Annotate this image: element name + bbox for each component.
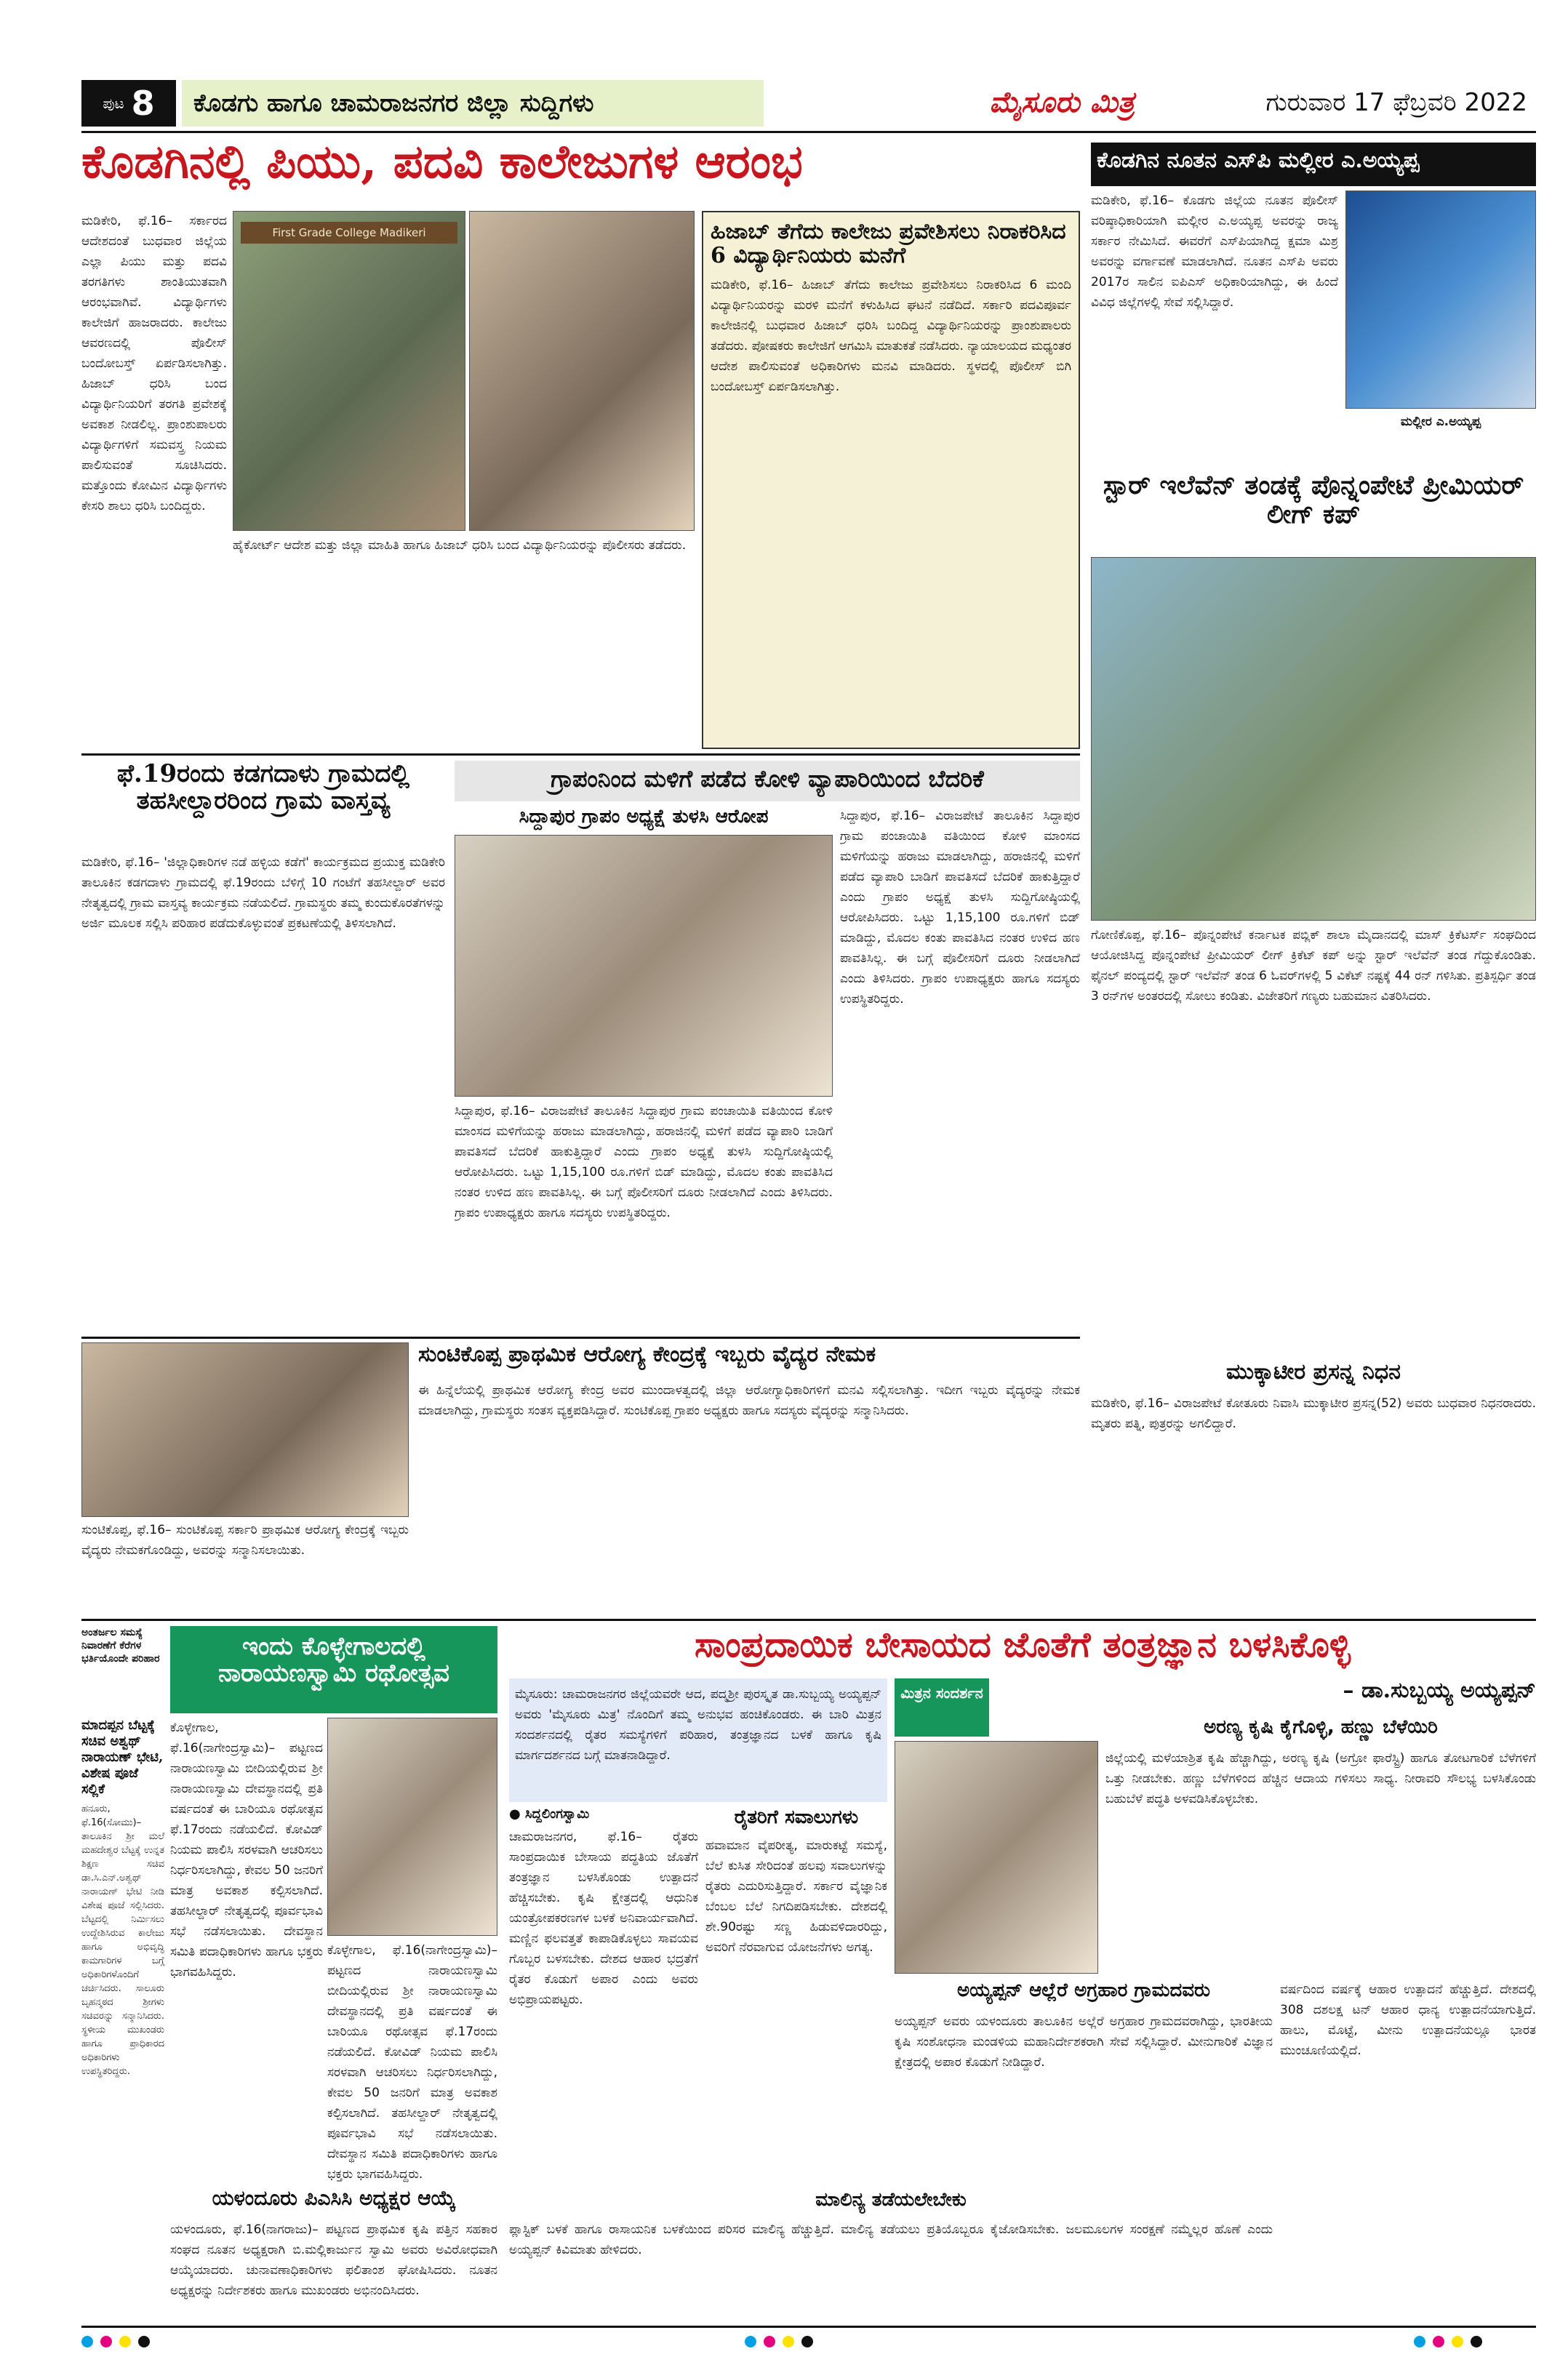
feature-subhead-1: ಅರಣ್ಯ ಕೃಷಿ ಕೈಗೊಳ್ಳಿ, ಹಣ್ಣು ಬೆಳೆಯಿರಿ [1204, 1716, 1438, 1738]
feature-byline: – ಡಾ.ಸುಬ್ಬಯ್ಯ ಅಯ್ಯಪ್ಪನ್ [1343, 1678, 1536, 1703]
feature-col-2: ಹವಾಮಾನ ವೈಪರೀತ್ಯ, ಮಾರುಕಟ್ಟೆ ಸಮಸ್ಯೆ, ಬೆಲೆ ಕುಸಿತ ಸೇರಿದಂತೆ ಹಲವು ಸವಾಲುಗಳನ್ನು ರೈತರು ಎದುರಿಸುತ್ತಿದ್ದಾರೆ. ಸರ್ಕಾರ ವೈಜ್ಞಾನಿಕ ಬೆಂಬಲ ಬೆಲೆ ನಿಗದಿಪಡಿಸಬೇಕು. ದೇಶದಲ್ಲಿ ಶೇ.90ರಷ್ಟು ಸಣ್ಣ ಹಿಡುವಳಿದಾರರಿದ್ದು, ಅವರಿಗೆ ನೆರವಾಗುವ ಯೋಜನೆಗಳು ಅಗತ್ಯ. [705, 1838, 887, 1955]
bottom-rule [81, 2326, 1536, 2328]
college-gate-photo [233, 211, 465, 531]
cyan-dot [1414, 2336, 1425, 2347]
hijab-body: ಮಡಿಕೇರಿ, ಫೆ.16– ಹಿಜಾಬ್ ತೆಗೆದು ಕಾಲೇಜು ಪ್ರವೇಶಿಸಲು ನಿರಾಕರಿಸಿದ 6 ಮಂದಿ ವಿದ್ಯಾರ್ಥಿನಿಯರನ್ನು ಮರಳಿ ಮನೆಗೆ ಕಳುಹಿಸಿದ ಘಟನೆ ನಡೆದಿದೆ. ಸರ್ಕಾರಿ ಪದವಿಪೂರ್ವ ಕಾಲೇಜಿನಲ್ಲಿ ಬುಧವಾರ ಹಿಜಾಬ್ ಧರಿಸಿ ಬಂದಿದ್ದ ವಿದ್ಯಾರ್ಥಿನಿಯರನ್ನು ಪ್ರಾಂಶುಪಾಲರು ತಡೆದರು. ಪೋಷಕರು ಕಾಲೇಜಿಗೆ ಆಗಮಿಸಿ ಮಾತುಕತೆ ನಡೆಸಿದರು. ನ್ಯಾಯಾಲಯದ ಮಧ್ಯಂತರ ಆದೇಶ ಪಾಲಿಸುವಂತೆ ಅಧಿಕಾರಿಗಳು ಮನವಿ ಮಾಡಿದರು. ಸ್ಥಳದಲ್ಲಿ ಪೊಲೀಸ್ ಬಿಗಿ ಬಂದೋಬಸ್ತ್ ಏರ್ಪಡಿಸಲಾಗಿತ್ತು. [711, 278, 1071, 394]
cricket-headline: ಸ್ಟಾರ್ ಇಲೆವೆನ್ ತಂಡಕ್ಕೆ ಪೊನ್ನಂಪೇಟೆ ಪ್ರೀಮಿಯರ್ ಲೀಗ್ ಕಪ್ [1103, 470, 1524, 529]
health-caption: ಸುಂಟಿಕೊಪ್ಪ, ಫೆ.16– ಸುಂಟಿಕೊಪ್ಪ ಸರ್ಕಾರಿ ಪ್ರಾಥಮಿಕ ಆರೋಗ್ಯ ಕೇಂದ್ರಕ್ಕೆ ಇಬ್ಬರು ವೈದ್ಯರು ನೇಮಕಗೊಂಡಿದ್ದು, ಅವರನ್ನು ಸನ್ಮಾನಿಸಲಾಯಿತು. [81, 1523, 409, 1558]
feature-subhead-2: ರೈತರಿಗೆ ಸವಾಲುಗಳು [734, 1806, 859, 1828]
rathotsava-body: ಕೊಳ್ಳೇಗಾಲ, ಫೆ.16(ನಾಗೇಂದ್ರಸ್ವಾಮಿ)– ಪಟ್ಟಣದ ನಾರಾಯಣಸ್ವಾಮಿ ಬೀದಿಯಲ್ಲಿರುವ ಶ್ರೀ ನಾರಾಯಣಸ್ವಾಮಿ ದೇವಸ್ಥಾನದಲ್ಲಿ ಪ್ರತಿ ವರ್ಷದಂತೆ ಈ ಬಾರಿಯೂ ರಥೋತ್ಸವ ಫೆ.17ರಂದು ನಡೆಯಲಿದೆ. ಕೋವಿಡ್ ನಿಯಮ ಪಾಲಿಸಿ ಸರಳವಾಗಿ ಆಚರಿಸಲು ನಿರ್ಧರಿಸಲಾಗಿದ್ದು, ಕೇವಲ 50 ಜನರಿಗೆ ಮಾತ್ರ ಅವಕಾಶ ಕಲ್ಪಿಸಲಾಗಿದೆ. ತಹಸೀಲ್ದಾರ್ ನೇತೃತ್ವದಲ್ಲಿ ಪೂರ್ವಭಾವಿ ಸಭೆ ನಡೆಸಲಾಯಿತು. ದೇವಸ್ಥಾನ ಸಮಿತಿ ಪದಾಧಿಕಾರಿಗಳು ಹಾಗೂ ಭಕ್ತರು ಭಾಗವಹಿಸಿದ್ದರು. [170, 1721, 323, 1979]
pacs-headline: ಯಳಂದೂರು ಪಿಎಸಿಸಿ ಅಧ್ಯಕ್ಷರ ಆಯ್ಕೆ [212, 2186, 456, 2210]
water-headline: ಅಂತರ್ಜಲ ಸಮಸ್ಯೆ ನಿವಾರಣೆಗೆ ಕೆರೆಗಳ ಭರ್ತಿಯೊಂದೇ ಪರಿಹಾರ [81, 1627, 160, 1665]
section-title: ಕೊಡಗು ಹಾಗೂ ಚಾಮರಾಜನಗರ ಜಿಲ್ಲಾ ಸುದ್ದಿಗಳು [182, 80, 764, 127]
hijab-headline: ಹಿಜಾಬ್ ತೆಗೆದು ಕಾಲೇಜು ಪ್ರವೇಶಿಸಲು ನಿರಾಕರಿಸಿದ 6 ವಿದ್ಯಾರ್ಥಿನಿಯರು ಮನೆಗೆ [711, 219, 1066, 268]
issue-date: ಗುರುವಾರ 17 ಫೆಬ್ರವರಿ 2022 [1265, 88, 1527, 117]
magenta-dot [764, 2336, 775, 2347]
water-story [81, 1626, 164, 1713]
sp-portrait-photo [1345, 191, 1536, 409]
print-marks-left [81, 2336, 150, 2347]
page-number: 8 [131, 84, 155, 123]
feature-intro: ಮೈಸೂರು: ಚಾಮರಾಜನಗರ ಜಿಲ್ಲೆಯವರೇ ಆದ, ಪದ್ಮಶ್ರೀ ಪುರಸ್ಕೃತ ಡಾ.ಸುಬ್ಬಯ್ಯ ಅಯ್ಯಪ್ಪನ್ ಅವರು 'ಮೈಸೂರು ಮಿತ್ರ' ನೊಂದಿಗೆ ತಮ್ಮ ಅನುಭವ ಹಂಚಿಕೊಂಡರು. ಈ ಬಾರಿ ಮಿತ್ರನ ಸಂದರ್ಶನದಲ್ಲಿ ರೈತರ ಸಮಸ್ಯೆಗಳಿಗೆ ಪರಿಹಾರ, ತಂತ್ರಜ್ಞಾನದ ಬಳಕೆ ಹಾಗೂ ಕೃಷಿ ಮಾರ್ಗದರ್ಶನದ ಬಗ್ಗೆ ಮಾತನಾಡಿದ್ದಾರೆ. [509, 1678, 887, 1802]
rathotsava-headline: ಇಂದು ಕೊಳ್ಳೇಗಾಲದಲ್ಲಿ ನಾರಾಯಣಸ್ವಾಮಿ ರಥೋತ್ಸವ [170, 1626, 497, 1713]
feature-subhead-3: ಅಯ್ಯಪ್ಪನ್ ಆಲ್ಲೆರೆ ಅಗ್ರಹಾರ ಗ್ರಾಮದವರು [956, 1979, 1211, 2001]
minister-story [81, 1718, 164, 2321]
temple-meeting-photo [327, 1718, 497, 1936]
black-dot [801, 2336, 813, 2347]
pacs-body: ಯಳಂದೂರು, ಫೆ.16(ನಾಗರಾಜು)– ಪಟ್ಟಣದ ಪ್ರಾಥಮಿಕ ಕೃಷಿ ಪತ್ತಿನ ಸಹಕಾರ ಸಂಘದ ನೂತನ ಅಧ್ಯಕ್ಷರಾಗಿ ಬಿ.ಮಲ್ಲಿಕಾರ್ಜುನ ಸ್ವಾಮಿ ಅವರು ಅವಿರೋಧವಾಗಿ ಆಯ್ಕೆಯಾದರು. ಚುನಾವಣಾಧಿಕಾರಿಗಳು ಫಲಿತಾಂಶ ಘೋಷಿಸಿದರು. ನೂತನ ಅಧ್ಯಕ್ಷರನ್ನು ನಿರ್ದೇಶಕರು ಹಾಗೂ ಮುಖಂಡರು ಅಭಿನಂದಿಸಿದರು. [170, 2222, 497, 2298]
black-dot [138, 2336, 150, 2347]
college-sign: First Grade College Madikeri [241, 222, 457, 244]
lead-photo-caption: ಹೈಕೋರ್ಟ್ ಆದೇಶ ಮತ್ತು ಜಿಲ್ಲಾ ಮಾಹಿತಿ ಹಾಗೂ ಹಿಜಾಬ್ ಧರಿಸಿ ಬಂದ ವಿದ್ಯಾರ್ಥಿನಿಯರನ್ನು ಪೊಲೀಸರು ತಡೆದರು. [233, 538, 687, 553]
lead-body: ಮಡಿಕೇರಿ, ಫೆ.16– ಸರ್ಕಾರದ ಆದೇಶದಂತೆ ಬುಧವಾರ ಜಿಲ್ಲೆಯ ಎಲ್ಲಾ ಪಿಯು ಮತ್ತು ಪದವಿ ತರಗತಿಗಳು ಶಾಂತಿಯುತವಾಗಿ ಆರಂಭವಾಗಿವೆ. ವಿದ್ಯಾರ್ಥಿಗಳು ಕಾಲೇಜಿಗೆ ಹಾಜರಾದರು. ಕಾಲೇಜು ಆವರಣದಲ್ಲಿ ಪೊಲೀಸ್ ಬಂದೋಬಸ್ತ್ ಏರ್ಪಡಿಸಲಾಗಿತ್ತು. ಹಿಜಾಬ್ ಧರಿಸಿ ಬಂದ ವಿದ್ಯಾರ್ಥಿನಿಯರಿಗೆ ತರಗತಿ ಪ್ರವೇಶಕ್ಕೆ ಅವಕಾಶ ನೀಡಲಿಲ್ಲ. ಪ್ರಾಂಶುಪಾಲರು ವಿದ್ಯಾರ್ಥಿಗಳಿಗೆ ಸಮವಸ್ತ್ರ ನಿಯಮ ಪಾಲಿಸುವಂತೆ ಸೂಚಿಸಿದರು. ಮತ್ತೊಂದು ಕೋಮಿನ ವಿದ್ಯಾರ್ಥಿಗಳು ಕೇಸರಿ ಶಾಲು ಧರಿಸಿ ಬಂದಿದ್ದರು. [81, 214, 227, 513]
feature-col-5: ವರ್ಷದಿಂದ ವರ್ಷಕ್ಕೆ ಆಹಾರ ಉತ್ಪಾದನೆ ಹೆಚ್ಚುತ್ತಿದೆ. ದೇಶದಲ್ಲಿ 308 ದಶಲಕ್ಷ ಟನ್ ಆಹಾರ ಧಾನ್ಯ ಉತ್ಪಾದನೆಯಾಗುತ್ತಿದೆ. ಹಾಲು, ಮೊಟ್ಟೆ, ಮೀನು ಉತ್ಪಾದನೆಯಲ್ಲೂ ಭಾರತ ಮುಂಚೂಣಿಯಲ್ಲಿದೆ. [1280, 1982, 1536, 2058]
threat-body-left: ಸಿದ್ದಾಪುರ, ಫೆ.16– ವಿರಾಜಪೇಟೆ ತಾಲೂಕಿನ ಸಿದ್ದಾಪುರ ಗ್ರಾಮ ಪಂಚಾಯಿತಿ ವತಿಯಿಂದ ಕೋಳಿ ಮಾಂಸದ ಮಳಿಗೆಯನ್ನು ಹರಾಜು ಮಾಡಲಾಗಿದ್ದು, ಹರಾಜಿನಲ್ಲಿ ಮಳಿಗೆ ಪಡೆದ ವ್ಯಾಪಾರಿ ಬಾಡಿಗೆ ಪಾವತಿಸದೆ ಬೆದರಿಕೆ ಹಾಕುತ್ತಿದ್ದಾರೆ ಎಂದು ಗ್ರಾಪಂ ಅಧ್ಯಕ್ಷೆ ತುಳಸಿ ಸುದ್ದಿಗೋಷ್ಠಿಯಲ್ಲಿ ಆರೋಪಿಸಿದರು. ಒಟ್ಟು 1,15,100 ರೂ.ಗಳಿಗೆ ಬಿಡ್ ಮಾಡಿದ್ದು, ಮೊದಲ ಕಂತು ಪಾವತಿಸಿದ ನಂತರ ಉಳಿದ ಹಣ ಪಾವತಿಸಿಲ್ಲ. ಈ ಬಗ್ಗೆ ಪೊಲೀಸರಿಗೆ ದೂರು ನೀಡಲಾಗಿದೆ ಎಂದು ತಿಳಿಸಿದರು. ಗ್ರಾಪಂ ಉಪಾಧ್ಯಕ್ಷರು ಹಾಗೂ ಸದಸ್ಯರು ಉಪಸ್ಥಿತರಿದ್ದರು. [455, 1104, 833, 1220]
section-rule [81, 753, 1080, 756]
rathotsava-body-2: ಕೊಳ್ಳೇಗಾಲ, ಫೆ.16(ನಾಗೇಂದ್ರಸ್ವಾಮಿ)– ಪಟ್ಟಣದ ನಾರಾಯಣಸ್ವಾಮಿ ಬೀದಿಯಲ್ಲಿರುವ ಶ್ರೀ ನಾರಾಯಣಸ್ವಾಮಿ ದೇವಸ್ಥಾನದಲ್ಲಿ ಪ್ರತಿ ವರ್ಷದಂತೆ ಈ ಬಾರಿಯೂ ರಥೋತ್ಸವ ಫೆ.17ರಂದು ನಡೆಯಲಿದೆ. ಕೋವಿಡ್ ನಿಯಮ ಪಾಲಿಸಿ ಸರಳವಾಗಿ ಆಚರಿಸಲು ನಿರ್ಧರಿಸಲಾಗಿದ್ದು, ಕೇವಲ 50 ಜನರಿಗೆ ಮಾತ್ರ ಅವಕಾಶ ಕಲ್ಪಿಸಲಾಗಿದೆ. ತಹಸೀಲ್ದಾರ್ ನೇತೃತ್ವದಲ್ಲಿ ಪೂರ್ವಭಾವಿ ಸಭೆ ನಡೆಸಲಾಯಿತು. ದೇವಸ್ಥಾನ ಸಮಿತಿ ಪದಾಧಿಕಾರಿಗಳು ಹಾಗೂ ಭಕ್ತರು ಭಾಗವಹಿಸಿದ್ದರು. [327, 1943, 497, 2182]
sp-photo-caption: ಮಲ್ಲೀರ ಎ.ಅಯ್ಯಪ್ಪ [1400, 415, 1481, 429]
feature-author: ● ಸಿದ್ದಲಿಂಗಸ್ವಾಮಿ [509, 1806, 590, 1822]
cricket-body: ಗೋಣಿಕೊಪ್ಪ, ಫೆ.16– ಪೊನ್ನಂಪೇಟೆ ಕರ್ನಾಟಕ ಪಬ್ಲಿಕ್ ಶಾಲಾ ಮೈದಾನದಲ್ಲಿ ಮಾಸ್ ಕ್ರಿಕೆಟರ್ಸ್ ಸಂಘದಿಂದ ಆಯೋಜಿಸಿದ್ದ ಪೊನ್ನಂಪೇಟೆ ಪ್ರೀಮಿಯರ್ ಲೀಗ್ ಕ್ರಿಕೆಟ್ ಕಪ್ ಅನ್ನು ಸ್ಟಾರ್ ಇಲೆವೆನ್ ತಂಡ ಗೆದ್ದುಕೊಂಡಿತು. ಫೈನಲ್ ಪಂದ್ಯದಲ್ಲಿ ಸ್ಟಾರ್ ಇಲೆವೆನ್ ತಂಡ 6 ಓವರ್‌ಗಳಲ್ಲಿ 5 ವಿಕೆಟ್ ನಷ್ಟಕ್ಕೆ 44 ರನ್ ಗಳಿಸಿತು. ಪ್ರತಿಸ್ಪರ್ಧಿ ತಂಡ 3 ರನ್‌ಗಳ ಅಂತರದಲ್ಲಿ ಸೋಲು ಕಂಡಿತು. ವಿಜೇತರಿಗೆ ಗಣ್ಯರು ಬಹುಮಾನ ವಿತರಿಸಿದರು. [1091, 928, 1536, 1004]
header-rule [81, 131, 1536, 133]
sp-body: ಮಡಿಕೇರಿ, ಫೆ.16– ಕೊಡಗು ಜಿಲ್ಲೆಯ ನೂತನ ಪೊಲೀಸ್ ವರಿಷ್ಠಾಧಿಕಾರಿಯಾಗಿ ಮಲ್ಲೀರ ಎ.ಅಯ್ಯಪ್ಪ ಅವರನ್ನು ರಾಜ್ಯ ಸರ್ಕಾರ ನೇಮಿಸಿದೆ. ಈವರೆಗೆ ಎಸ್‌ಪಿಯಾಗಿದ್ದ ಕ್ಷಮಾ ಮಿಶ್ರ ಅವರನ್ನು ವರ್ಗಾವಣೆ ಮಾಡಲಾಗಿದೆ. ನೂತನ ಎಸ್‌ಪಿ ಅವರು 2017ರ ಸಾಲಿನ ಐಪಿಎಸ್ ಅಧಿಕಾರಿಯಾಗಿದ್ದು, ಈ ಹಿಂದೆ ವಿವಿಧ ಜಿಲ್ಲೆಗಳಲ್ಲಿ ಸೇವೆ ಸಲ್ಲಿಸಿದ್ದಾರೆ. [1091, 193, 1338, 310]
feature-col-4: ಅಯ್ಯಪ್ಪನ್ ಅವರು ಯಳಂದೂರು ತಾಲೂಕಿನ ಅಲ್ಲೆರೆ ಅಗ್ರಹಾರ ಗ್ರಾಮದವರಾಗಿದ್ದು, ಭಾರತೀಯ ಕೃಷಿ ಸಂಶೋಧನಾ ಮಂಡಳಿಯ ಮಹಾನಿರ್ದೇಶಕರಾಗಿ ಸೇವೆ ಸಲ್ಲಿಸಿದ್ದಾರೆ. ಮೀನುಗಾರಿಕೆ ವಿಜ್ಞಾನ ಕ್ಷೇತ್ರದಲ್ಲಿ ಅಪಾರ ಕೊಡುಗೆ ನೀಡಿದ್ದಾರೆ. [895, 2014, 1273, 2070]
grama-body: ಮಡಿಕೇರಿ, ಫೆ.16– 'ಜಿಲ್ಲಾಧಿಕಾರಿಗಳ ನಡೆ ಹಳ್ಳಿಯ ಕಡೆಗೆ' ಕಾರ್ಯಕ್ರಮದ ಪ್ರಯುಕ್ತ ಮಡಿಕೇರಿ ತಾಲೂಕಿನ ಕಡಗದಾಳು ಗ್ರಾಮದಲ್ಲಿ ಫೆ.19ರಂದು ಬೆಳಿಗ್ಗೆ 10 ಗಂಟೆಗೆ ತಹಸೀಲ್ದಾರ್ ಅವರ ನೇತೃತ್ವದಲ್ಲಿ ಗ್ರಾಮ ವಾಸ್ತವ್ಯ ಕಾರ್ಯಕ್ರಮ ನಡೆಯಲಿದೆ. ಗ್ರಾಮಸ್ಥರು ತಮ್ಮ ಕುಂದುಕೊರತೆಗಳನ್ನು ಅರ್ಜಿ ಮೂಲಕ ಸಲ್ಲಿಸಿ ಪರಿಹಾರ ಪಡೆದುಕೊಳ್ಳುವಂತೆ ಪ್ರಕಟಣೆಯಲ್ಲಿ ತಿಳಿಸಲಾಗಿದೆ. [81, 855, 445, 931]
obituary-headline: ಮುಕ್ಕಾಟೀರ ಪ್ರಸನ್ನ ನಿಧನ [1226, 1359, 1401, 1385]
minister-body: ಹನೂರು, ಫೆ.16(ಸೋಮು)– ತಾಲೂಕಿನ ಶ್ರೀ ಮಲೆ ಮಹದೇಶ್ವರ ಬೆಟ್ಟಕ್ಕೆ ಉನ್ನತ ಶಿಕ್ಷಣ ಸಚಿವ ಡಾ.ಸಿ.ಎನ್.ಅಶ್ವಥ್ ನಾರಾಯಣ್ ಭೇಟಿ ನೀಡಿ ವಿಶೇಷ ಪೂಜೆ ಸಲ್ಲಿಸಿದರು. ಬೆಟ್ಟದಲ್ಲಿ ನಿರ್ಮಿಸಲು ಉದ್ದೇಶಿಸಿರುವ ಕಾಲೇಜು ಹಾಗೂ ಅಭಿವೃದ್ಧಿ ಕಾಮಗಾರಿಗಳ ಬಗ್ಗೆ ಅಧಿಕಾರಿಗಳೊಂದಿಗೆ ಚರ್ಚಿಸಿದರು. ಸಾಲೂರು ಬೃಹನ್ಮಠದ ಶ್ರೀಗಳು ಸಚಿವರನ್ನು ಸನ್ಮಾನಿಸಿದರು. ಸ್ಥಳೀಯ ಮುಖಂಡರು ಹಾಗೂ ಪ್ರಾಧಿಕಾರದ ಅಧಿಕಾರಿಗಳು ಉಪಸ್ಥಿತರಿದ್ದರು. [81, 1803, 164, 2077]
ayyappan-portrait-photo [895, 1741, 1098, 1974]
print-marks-center [745, 2336, 813, 2347]
interview-badge: ಮಿತ್ರನ ಸಂದರ್ಶನ [895, 1678, 989, 1737]
cyan-dot [745, 2336, 756, 2347]
page-label: ಪುಟ [103, 95, 124, 112]
lead-headline: ಕೊಡಗಿನಲ್ಲಿ ಪಿಯು, ಪದವಿ ಕಾಲೇಜುಗಳ ಆರಂಭ [81, 137, 803, 189]
feature-col-3: ಜಿಲ್ಲೆಯಲ್ಲಿ ಮಳೆಯಾಶ್ರಿತ ಕೃಷಿ ಹೆಚ್ಚಾಗಿದ್ದು, ಅರಣ್ಯ ಕೃಷಿ (ಅಗ್ರೋ ಫಾರೆಸ್ಟ್ರಿ) ಹಾಗೂ ತೋಟಗಾರಿಕೆ ಬೆಳೆಗಳಿಗೆ ಒತ್ತು ನೀಡಬೇಕು. ಹಣ್ಣು ಬೆಳೆಗಳಿಂದ ಹೆಚ್ಚಿನ ಆದಾಯ ಗಳಿಸಲು ಸಾಧ್ಯ. ನೀರಾವರಿ ಸೌಲಭ್ಯ ಬಳಸಿಕೊಂಡು ಬಹುಬೆಳೆ ಪದ್ಧತಿ ಅಳವಡಿಸಿಕೊಳ್ಳಬೇಕು. [1105, 1751, 1536, 1806]
feature-subhead-4: ಮಾಲಿನ್ಯ ತಡೆಯಲೇಬೇಕು [815, 2189, 967, 2211]
feature-headline: ಸಾಂಪ್ರದಾಯಿಕ ಬೇಸಾಯದ ಜೊತೆಗೆ ತಂತ್ರಜ್ಞಾನ ಬಳಸಿಕೊಳ್ಳಿ [694, 1626, 1351, 1665]
feature-col-1: ಚಾಮರಾಜನಗರ, ಫೆ.16– ರೈತರು ಸಾಂಪ್ರದಾಯಿಕ ಬೇಸಾಯ ಪದ್ಧತಿಯ ಜೊತೆಗೆ ತಂತ್ರಜ್ಞಾನ ಬಳಸಿಕೊಂಡು ಉತ್ಪಾದನೆ ಹೆಚ್ಚಿಸಬೇಕು. ಕೃಷಿ ಕ್ಷೇತ್ರದಲ್ಲಿ ಆಧುನಿಕ ಯಂತ್ರೋಪಕರಣಗಳ ಬಳಕೆ ಅನಿವಾರ್ಯವಾಗಿದೆ. ಮಣ್ಣಿನ ಫಲವತ್ತತೆ ಕಾಪಾಡಿಕೊಳ್ಳಲು ಸಾವಯವ ಗೊಬ್ಬರ ಬಳಸಬೇಕು. ದೇಶದ ಆಹಾರ ಭದ್ರತೆಗೆ ರೈತರ ಕೊಡುಗೆ ಅಪಾರ ಎಂದು ಅವರು ಅಭಿಪ್ರಾಯಪಟ್ಟರು. [509, 1830, 698, 2007]
yellow-dot [783, 2336, 794, 2347]
sp-headline: ಕೊಡಗಿನ ನೂತನ ಎಸ್‌ಪಿ ಮಲ್ಲೀರ ಎ.ಅಯ್ಯಪ್ಪ [1091, 143, 1536, 186]
obituary-body: ಮಡಿಕೇರಿ, ಫೆ.16– ವಿರಾಜಪೇಟೆ ಕೋತೂರು ನಿವಾಸಿ ಮುಕ್ಕಾಟೀರ ಪ್ರಸನ್ನ(52) ಅವರು ಬುಧವಾರ ನಿಧನರಾದರು. ಮೃತರು ಪತ್ನಿ, ಪುತ್ರರನ್ನು ಅಗಲಿದ್ದಾರೆ. [1091, 1396, 1536, 1431]
threat-subhead: ಸಿದ್ದಾಪುರ ಗ್ರಾಪಂ ಅಧ್ಯಕ್ಷೆ ತುಳಸಿ ಆರೋಪ [519, 806, 769, 828]
section-rule [81, 1619, 1536, 1621]
threat-headline: ಗ್ರಾಪಂನಿಂದ ಮಳಿಗೆ ಪಡೆದ ಕೋಳಿ ವ್ಯಾಪಾರಿಯಿಂದ ಬೆದರಿಕೆ [455, 761, 1080, 801]
cricket-team-photo [1091, 557, 1536, 921]
grama-headline: ಫೆ.19ರಂದು ಕಡಗದಾಳು ಗ್ರಾಮದಲ್ಲಿ ತಹಸೀಲ್ದಾರರಿಂದ ಗ್ರಾಮ ವಾಸ್ತವ್ಯ [116, 759, 410, 816]
black-dot [1471, 2336, 1482, 2347]
magenta-dot [1433, 2336, 1444, 2347]
newspaper-logo: ಮೈಸೂರು ಮಿತ್ರ [989, 86, 1135, 119]
magenta-dot [100, 2336, 112, 2347]
feature-col-6: ಪ್ಲಾಸ್ಟಿಕ್ ಬಳಕೆ ಹಾಗೂ ರಾಸಾಯನಿಕ ಬಳಕೆಯಿಂದ ಪರಿಸರ ಮಾಲಿನ್ಯ ಹೆಚ್ಚುತ್ತಿದೆ. ಮಾಲಿನ್ಯ ತಡೆಯಲು ಪ್ರತಿಯೊಬ್ಬರೂ ಕೈಜೋಡಿಸಬೇಕು. ಜಲಮೂಲಗಳ ಸಂರಕ್ಷಣೆ ನಮ್ಮೆಲ್ಲರ ಹೊಣೆ ಎಂದು ಅಯ್ಯಪ್ಪನ್ ಕಿವಿಮಾತು ಹೇಳಿದರು. [509, 2222, 1273, 2257]
press-meet-photo [455, 835, 833, 1097]
section-rule [81, 1337, 1080, 1339]
cyan-dot [81, 2336, 93, 2347]
health-headline: ಸುಂಟಿಕೊಪ್ಪ ಪ್ರಾಥಮಿಕ ಆರೋಗ್ಯ ಕೇಂದ್ರಕ್ಕೆ ಇಬ್ಬರು ವೈದ್ಯರ ನೇಮಕ [418, 1342, 876, 1367]
hijab-story-box [702, 211, 1080, 749]
print-marks-right [1414, 2336, 1482, 2347]
page-number-badge [81, 80, 176, 127]
yellow-dot [119, 2336, 131, 2347]
health-body: ಈ ಹಿನ್ನೆಲೆಯಲ್ಲಿ ಪ್ರಾಥಮಿಕ ಆರೋಗ್ಯ ಕೇಂದ್ರ ಅವರ ಮುಂದಾಳತ್ವದಲ್ಲಿ ಜಿಲ್ಲಾ ಆರೋಗ್ಯಾಧಿಕಾರಿಗಳಿಗೆ ಮನವಿ ಸಲ್ಲಿಸಲಾಗಿತ್ತು. ಇದೀಗ ಇಬ್ಬರು ವೈದ್ಯರನ್ನು ನೇಮಕ ಮಾಡಲಾಗಿದ್ದು, ಗ್ರಾಮಸ್ಥರು ಸಂತಸ ವ್ಯಕ್ತಪಡಿಸಿದ್ದಾರೆ. ಸುಂಟಿಕೊಪ್ಪ ಗ್ರಾಪಂ ಅಧ್ಯಕ್ಷರು ಹಾಗೂ ಸದಸ್ಯರು ವೈದ್ಯರನ್ನು ಸನ್ಮಾನಿಸಿದರು. [418, 1383, 1080, 1418]
yellow-dot [1452, 2336, 1463, 2347]
threat-body-right: ಸಿದ್ದಾಪುರ, ಫೆ.16– ವಿರಾಜಪೇಟೆ ತಾಲೂಕಿನ ಸಿದ್ದಾಪುರ ಗ್ರಾಮ ಪಂಚಾಯಿತಿ ವತಿಯಿಂದ ಕೋಳಿ ಮಾಂಸದ ಮಳಿಗೆಯನ್ನು ಹರಾಜು ಮಾಡಲಾಗಿದ್ದು, ಹರಾಜಿನಲ್ಲಿ ಮಳಿಗೆ ಪಡೆದ ವ್ಯಾಪಾರಿ ಬಾಡಿಗೆ ಪಾವತಿಸದೆ ಬೆದರಿಕೆ ಹಾಕುತ್ತಿದ್ದಾರೆ ಎಂದು ಗ್ರಾಪಂ ಅಧ್ಯಕ್ಷೆ ತುಳಸಿ ಸುದ್ದಿಗೋಷ್ಠಿಯಲ್ಲಿ ಆರೋಪಿಸಿದರು. ಒಟ್ಟು 1,15,100 ರೂ.ಗಳಿಗೆ ಬಿಡ್ ಮಾಡಿದ್ದು, ಮೊದಲ ಕಂತು ಪಾವತಿಸಿದ ನಂತರ ಉಳಿದ ಹಣ ಪಾವತಿಸಿಲ್ಲ. ಈ ಬಗ್ಗೆ ಪೊಲೀಸರಿಗೆ ದೂರು ನೀಡಲಾಗಿದೆ ಎಂದು ತಿಳಿಸಿದರು. ಗ್ರಾಪಂ ಉಪಾಧ್ಯಕ್ಷರು ಹಾಗೂ ಸದಸ್ಯರು ಉಪಸ್ಥಿತರಿದ್ದರು. [840, 809, 1080, 1006]
doctors-photo [81, 1342, 409, 1517]
minister-headline: ಮಾದಪ್ಪನ ಬೆಟ್ಟಕ್ಕೆ ಸಚಿವ ಅಶ್ವಥ್ ನಾರಾಯಣ್ ಭೇಟಿ, ವಿಶೇಷ ಪೂಜೆ ಸಲ್ಲಿಕೆ [81, 1718, 164, 1797]
students-police-photo [469, 211, 695, 531]
